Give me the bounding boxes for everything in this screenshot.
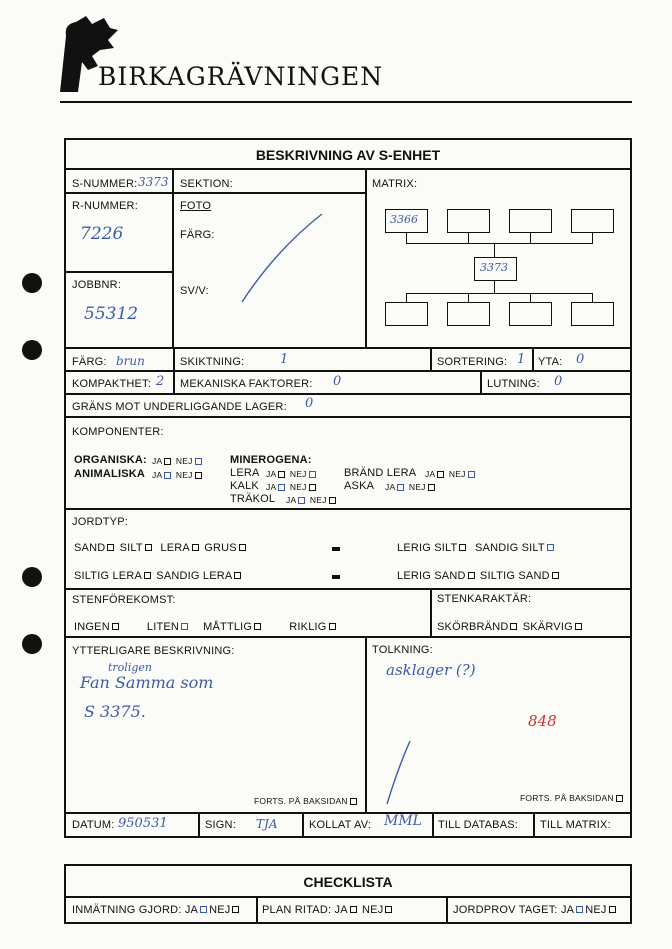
pen-stroke [384, 738, 414, 808]
matrix-center-value: 3373 [480, 261, 508, 274]
matrix-box [509, 209, 552, 233]
foto-label: FOTO [180, 200, 212, 212]
datum-value: 950531 [118, 816, 168, 831]
stenkarakter-options[interactable]: SKÖRBRÄND SKÄRVIG [437, 621, 584, 633]
stenforekomst-options[interactable]: INGEN LITEN MÅTTLIG RIKLIG [74, 621, 338, 633]
trakol-checks[interactable]: JA NEJ [286, 495, 338, 505]
lutning-value: 0 [554, 374, 563, 389]
org-name: BIRKAGRÄVNINGEN [98, 62, 384, 91]
punch-hole [22, 340, 42, 360]
kollat-label: KOLLAT AV: [309, 819, 372, 831]
mekaniska-value: 0 [333, 374, 342, 389]
tolkning-label: TOLKNING: [372, 644, 433, 656]
s-nummer-label: S-NUMMER: [72, 178, 138, 190]
jordtyp-row2-right[interactable]: LERIG SAND SILTIG SAND [397, 570, 561, 582]
jobbnr-value: 55312 [84, 304, 139, 324]
lutning-label: LUTNING: [487, 378, 540, 390]
sektion-label: SEKTION: [180, 178, 233, 190]
lera-checks[interactable]: JA NEJ [266, 469, 318, 479]
matrix-box [447, 302, 490, 326]
s-nummer-value: 3373 [138, 175, 169, 189]
tolkning-value: asklager (?) [386, 661, 476, 679]
r-nummer-value: 7226 [80, 224, 124, 244]
red-note: 848 [528, 712, 557, 730]
yta-label: YTA: [538, 356, 563, 368]
datum-label: DATUM: [72, 819, 115, 831]
header-rule [60, 101, 632, 103]
punch-hole [22, 273, 42, 293]
matrix-box [571, 209, 614, 233]
matrix-upper-value: 3366 [390, 213, 418, 226]
kollat-value: MML [384, 813, 422, 829]
jordprov-row[interactable]: JORDPROV TAGET: JA NEJ [453, 904, 618, 916]
skiktning-value: 1 [280, 352, 289, 367]
forts-right[interactable]: FORTS. PÅ BAKSIDAN [520, 793, 625, 803]
jordtyp-row1[interactable]: SAND SILT LERA GRUS [74, 542, 248, 554]
komponenter-label: KOMPONENTER: [72, 426, 164, 438]
minerogena-label: MINEROGENA: [230, 454, 312, 466]
plan-ritad-row[interactable]: PLAN RITAD: JA NEJ [262, 904, 394, 916]
matrix-label: MATRIX: [372, 178, 418, 190]
svv-label: SV/V: [180, 285, 209, 297]
sign-value: TJA [256, 817, 278, 831]
brand-lera-checks[interactable]: JA NEJ [425, 469, 477, 479]
punch-hole [22, 634, 42, 654]
jordtyp-row1-right[interactable]: LERIG SILT SANDIG SILT [397, 542, 556, 554]
forts-left[interactable]: FORTS. PÅ BAKSIDAN [254, 796, 359, 806]
matrix-box [509, 302, 552, 326]
animaliska-ja[interactable]: JA NEJ [152, 470, 204, 480]
grans-label: GRÄNS MOT UNDERLIGGANDE LAGER: [72, 401, 287, 413]
ytterligare-value-2: Fan Samma som [80, 673, 214, 692]
ytterligare-value-3: S 3375. [84, 702, 146, 721]
stenforekomst-label: STENFÖREKOMST: [72, 594, 176, 606]
sortering-value: 1 [517, 352, 526, 367]
brand-lera-label: BRÄND LERA [344, 467, 417, 479]
till-matrix-label: TILL MATRIX: [540, 819, 611, 831]
aska-checks[interactable]: JA NEJ [385, 482, 437, 492]
ytterligare-label: YTTERLIGARE BESKRIVNING: [72, 645, 235, 657]
sortering-label: SORTERING: [437, 356, 508, 368]
punch-hole [22, 567, 42, 587]
pen-stroke [236, 210, 326, 306]
matrix-box [385, 302, 428, 326]
organiska-ja[interactable]: JA NEJ [152, 456, 204, 466]
stenkarakter-label: STENKARAKTÄR: [437, 593, 532, 605]
jobbnr-label: JOBBNR: [72, 279, 122, 291]
kompakthet-value: 2 [156, 374, 165, 389]
farg2-label: FÄRG: [72, 356, 107, 368]
lera-label: LERA [230, 467, 260, 479]
aska-label: ASKA [344, 480, 375, 492]
sign-label: SIGN: [205, 819, 236, 831]
mekaniska-label: MEKANISKA FAKTORER: [180, 378, 313, 390]
farg2-value: brun [116, 354, 145, 368]
trakol-label: TRÄKOL [230, 493, 276, 505]
jordtyp-label: JORDTYP: [72, 516, 128, 528]
skiktning-label: SKIKTNING: [180, 356, 245, 368]
organiska-label: ORGANISKA: [74, 454, 147, 466]
r-nummer-label: R-NUMMER: [72, 200, 138, 212]
matrix-box [447, 209, 490, 233]
checklist-title: CHECKLISTA [303, 874, 393, 890]
jordtyp-row2[interactable]: SILTIG LERA SANDIG LERA [74, 570, 243, 582]
ytterligare-value-1: troligen [108, 661, 152, 674]
kalk-checks[interactable]: JA NEJ [266, 482, 318, 492]
grans-value: 0 [305, 396, 314, 411]
kalk-label: KALK [230, 480, 259, 492]
till-databas-label: TILL DATABAS: [438, 819, 519, 831]
inmatning-row[interactable]: INMÄTNING GJORD: JA NEJ [72, 904, 241, 916]
animaliska-label: ANIMALISKA [74, 468, 146, 480]
matrix-box [571, 302, 614, 326]
form-title: BESKRIVNING AV S-ENHET [255, 147, 441, 163]
farg-label: FÄRG: [180, 229, 215, 241]
yta-value: 0 [576, 352, 585, 367]
kompakthet-label: KOMPAKTHET: [72, 378, 152, 390]
